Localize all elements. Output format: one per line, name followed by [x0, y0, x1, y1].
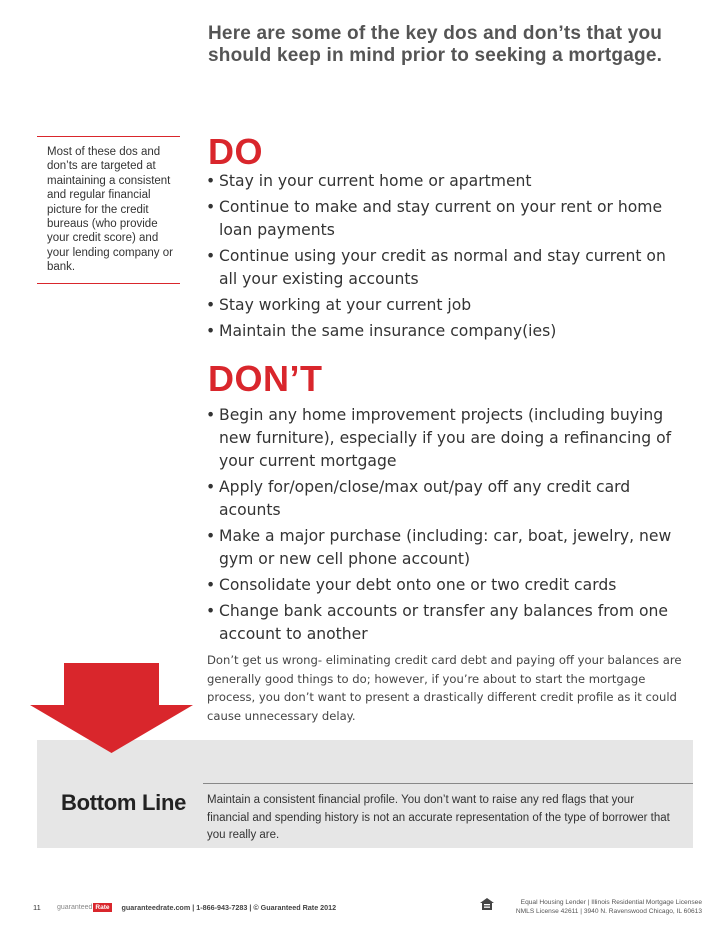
list-item [206, 574, 686, 597]
bullet: • [206, 322, 216, 340]
list-item-text: Begin any home improvement projects (including buying new furniture), especially if you are doing a refinancing of your current mortgage [219, 406, 672, 470]
intro-heading: Here are some of the key dos and don’ts that you should keep in mind prior to seeking a mortgage. [208, 23, 663, 66]
bullet: • [206, 247, 216, 265]
footer-license-line: Equal Housing Lender | Illinois Residential Mortgage Licensee [520, 899, 702, 906]
list-item-text: Consolidate your debt onto one or two credit cards [219, 576, 617, 594]
footer-right [487, 898, 702, 916]
list-item [206, 170, 676, 193]
list-item [206, 525, 686, 571]
logo-guaranteed: guaranteed [57, 904, 93, 911]
bottom-line-label: Bottom Line [61, 790, 187, 815]
list-item [206, 196, 676, 242]
bullet: • [206, 198, 216, 216]
list-item [206, 404, 686, 473]
down-arrow-icon [30, 663, 193, 753]
company-logo [57, 903, 112, 912]
sidebar-bottom-rule [37, 283, 180, 284]
list-item [206, 294, 676, 317]
list-item [206, 320, 676, 343]
footer-contact: guaranteedrate.com | 1-866-943-7283 | © Guaranteed Rate 2012 [121, 903, 337, 912]
do-list [206, 170, 676, 346]
bullet: • [206, 527, 216, 545]
list-item [206, 476, 686, 522]
page-number: 11 [33, 903, 41, 912]
explanatory-note: Don’t get us wrong- eliminating credit card debt and paying off your balances are generally good things to do; however, if you’re about to start the mortgage process, you don’t want to present a drastically different credit profile as it could cause unnecessary delay. [207, 653, 682, 723]
do-heading: DO [208, 131, 263, 172]
bottom-line-text: Maintain a consistent financial profile. You don’t want to raise any red flags that your financial and spending history is not an accurate representation of the type of borrower that you really are. [207, 794, 670, 841]
list-item-text: Maintain the same insurance company(ies) [219, 322, 557, 340]
bottom-line-rule [203, 783, 693, 784]
list-item-text: Stay working at your current job [219, 296, 472, 314]
list-item [206, 245, 676, 291]
sidebar-top-rule [37, 136, 180, 137]
bullet: • [206, 406, 216, 424]
sidebar-callout: Most of these dos and don’ts are targeted at maintaining a consistent and regular financial picture for the credit bureaus (who provide your credit score) and your lending company or bank. [47, 146, 173, 274]
footer-left [33, 903, 336, 912]
logo-rate: Rate [95, 904, 110, 911]
bullet: • [206, 296, 216, 314]
list-item-text: Change bank accounts or transfer any balances from one account to another [219, 602, 668, 643]
list-item [206, 600, 686, 646]
list-item-text: Apply for/open/close/max out/pay off any credit card acounts [219, 478, 631, 519]
footer-address-line: NMLS License 42611 | 3940 N. Ravenswood Chicago, IL 60613 [515, 908, 702, 915]
dont-list [206, 404, 686, 649]
list-item-text: Continue to make and stay current on your rent or home loan payments [219, 198, 663, 239]
list-item-text: Continue using your credit as normal and stay current on all your existing accounts [219, 247, 666, 288]
list-item-text: Make a major purchase (including: car, boat, jewelry, new gym or new cell phone account) [219, 527, 672, 568]
list-item-text: Stay in your current home or apartment [219, 172, 532, 190]
bullet: • [206, 478, 216, 496]
bullet: • [206, 172, 216, 190]
dont-heading: DON’T [208, 358, 323, 399]
bullet: • [206, 576, 216, 594]
bullet: • [206, 602, 216, 620]
